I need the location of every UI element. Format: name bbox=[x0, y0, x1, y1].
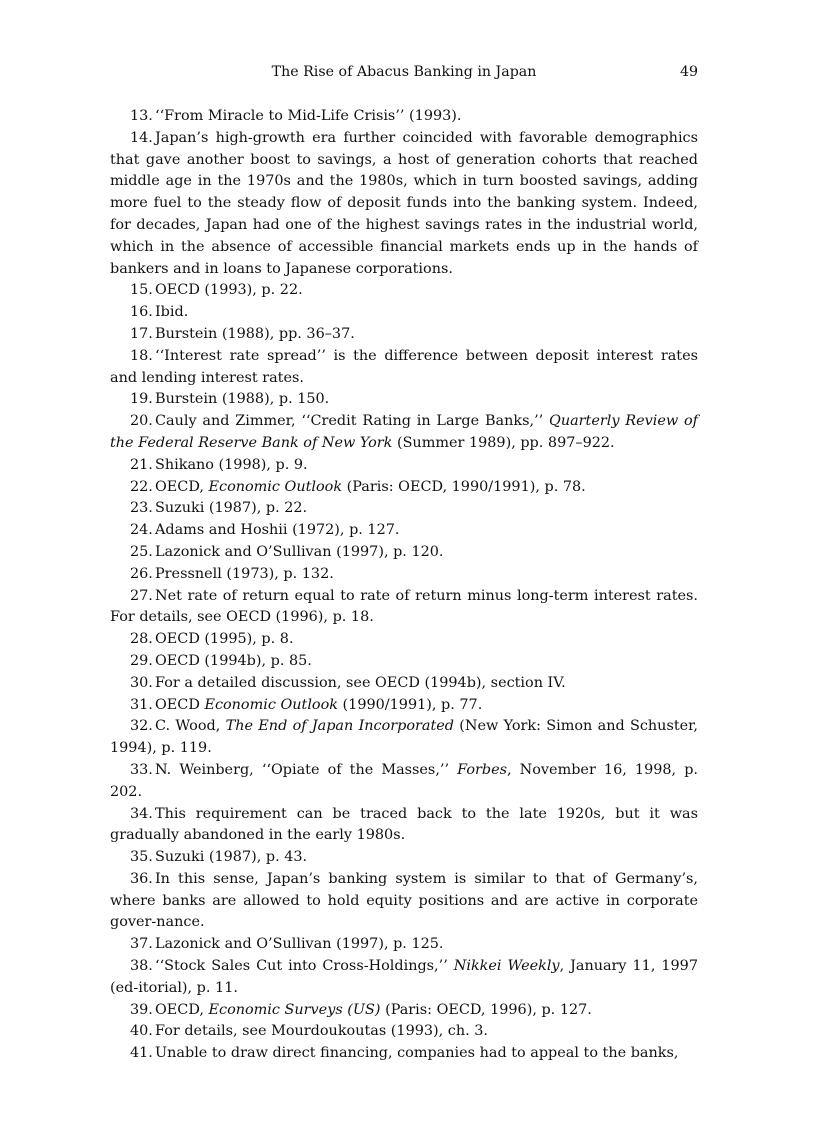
endnote bbox=[110, 934, 698, 956]
endnote-number: 26. bbox=[130, 565, 153, 582]
endnote-number: 28. bbox=[130, 631, 153, 648]
endnote bbox=[110, 280, 698, 302]
endnote-text: (New York: Simon and Schuster, 1994), p. 119. bbox=[110, 718, 698, 757]
endnote-text: For a detailed discussion, see OECD (1994b), section IV. bbox=[155, 674, 566, 691]
endnote-text: N. Weinberg, ‘‘Opiate of the Masses,’’ bbox=[155, 761, 458, 778]
endnote-number: 25. bbox=[130, 543, 153, 560]
endnote-number: 34. bbox=[130, 805, 153, 822]
endnote bbox=[110, 956, 698, 1000]
endnote bbox=[110, 695, 698, 717]
endnote-italic-title: Economic Outlook bbox=[204, 696, 338, 713]
endnote-text: Burstein (1988), p. 150. bbox=[155, 391, 330, 408]
endnote-italic-title: Nikkei Weekly bbox=[453, 958, 560, 975]
endnote-text: Lazonick and O’Sullivan (1997), p. 120. bbox=[155, 543, 444, 560]
endnote bbox=[110, 477, 698, 499]
endnote-text: Japan’s high-growth era further coincided with favorable demographics that gave another boost to savings, a host of generation cohorts that reached middle age in the 1970s and the 1980s, which in turn boosted savings, adding more fuel to the steady flow of deposit funds into the banking system. Indeed, for decades, Japan had one of the highest savings rates in the industrial world, which in the absence of accessible financial markets ends up in the hands of bankers and in loans to Japanese corporations. bbox=[110, 129, 698, 277]
endnote-italic-title: Economic Surveys (US) bbox=[208, 1001, 381, 1018]
endnote-number: 40. bbox=[130, 1023, 153, 1040]
endnote-text: OECD (1995), p. 8. bbox=[155, 631, 294, 648]
endnote bbox=[110, 302, 698, 324]
endnote-text: (Paris: OECD, 1990/1991), p. 78. bbox=[342, 478, 586, 495]
endnote-number: 23. bbox=[130, 500, 153, 517]
endnote bbox=[110, 455, 698, 477]
running-title: The Rise of Abacus Banking in Japan bbox=[271, 64, 537, 80]
endnote bbox=[110, 564, 698, 586]
endnote-number: 27. bbox=[130, 587, 153, 604]
endnote bbox=[110, 673, 698, 695]
endnote bbox=[110, 847, 698, 869]
endnote-text: OECD, bbox=[155, 478, 209, 495]
endnote-text: , November 16, 1998, p. 202. bbox=[110, 761, 698, 800]
endnote-italic-title: Economic Outlook bbox=[208, 478, 343, 495]
endnote-number: 37. bbox=[130, 936, 153, 953]
endnote-number: 18. bbox=[130, 347, 153, 364]
endnote-italic-title: Forbes bbox=[457, 761, 507, 778]
endnote-text: ‘‘Stock Sales Cut into Cross-Holdings,’’ bbox=[155, 958, 454, 975]
endnote-text: Unable to draw direct financing, companies had to appeal to the banks, bbox=[155, 1045, 679, 1062]
endnote bbox=[110, 804, 698, 848]
endnote-number: 35. bbox=[130, 849, 153, 866]
endnote-text: (1990/1991), p. 77. bbox=[337, 696, 483, 713]
endnote-text: OECD, bbox=[155, 1001, 209, 1018]
endnote-text: Net rate of return equal to rate of return minus long-term interest rates. For details, see OECD (1996), p. 18. bbox=[110, 587, 698, 626]
endnote-number: 33. bbox=[130, 761, 153, 778]
endnote bbox=[110, 106, 698, 128]
endnote-number: 36. bbox=[130, 870, 153, 887]
page-number: 49 bbox=[679, 64, 698, 80]
endnote-text: (Paris: OECD, 1996), p. 127. bbox=[380, 1001, 592, 1018]
endnote-text: C. Wood, bbox=[155, 718, 226, 735]
endnote-text: In this sense, Japan’s banking system is similar to that of Germany’s, where banks are allowed to hold equity positions and are active in corporate gover-nance. bbox=[110, 870, 698, 931]
endnote-number: 41. bbox=[130, 1045, 153, 1062]
endnote bbox=[110, 629, 698, 651]
endnote-text: Burstein (1988), pp. 36–37. bbox=[155, 325, 355, 342]
endnote bbox=[110, 586, 698, 630]
endnote-number: 16. bbox=[130, 304, 153, 321]
endnote-number: 15. bbox=[130, 282, 153, 299]
endnote bbox=[110, 651, 698, 673]
endnote-text: This requirement can be traced back to the late 1920s, but it was gradually abandoned in the early 1980s. bbox=[110, 805, 698, 844]
running-header bbox=[110, 64, 698, 86]
endnote bbox=[110, 411, 698, 455]
endnote bbox=[110, 542, 698, 564]
endnote-number: 19. bbox=[130, 391, 153, 408]
endnote-number: 30. bbox=[130, 674, 153, 691]
endnote-text: OECD (1994b), p. 85. bbox=[155, 652, 312, 669]
endnote-number: 13. bbox=[130, 108, 153, 124]
endnote bbox=[110, 128, 698, 281]
endnote-italic-title: Quarterly Review of the Federal Reserve Bank of New York bbox=[110, 413, 698, 451]
endnote-text: Pressnell (1973), p. 132. bbox=[155, 565, 334, 582]
endnote-text: Suzuki (1987), p. 43. bbox=[155, 849, 308, 866]
endnote-text: Suzuki (1987), p. 22. bbox=[155, 500, 308, 517]
endnote-text: OECD (1993), p. 22. bbox=[155, 282, 303, 299]
endnote bbox=[110, 389, 698, 411]
endnote bbox=[110, 324, 698, 346]
endnote-number: 21. bbox=[130, 456, 153, 473]
endnote bbox=[110, 498, 698, 520]
endnote-number: 29. bbox=[130, 652, 153, 669]
endnote bbox=[110, 869, 698, 934]
endnote-text: ‘‘Interest rate spread’’ is the difference between deposit interest rates and lending interest rates. bbox=[110, 347, 698, 386]
endnote-text: , January 11, 1997 (ed-itorial), p. 11. bbox=[110, 958, 698, 996]
endnote-text: OECD bbox=[155, 696, 205, 713]
endnote bbox=[110, 520, 698, 542]
endnote bbox=[110, 346, 698, 390]
endnote-number: 24. bbox=[130, 522, 153, 539]
endnote-text: ‘‘From Miracle to Mid-Life Crisis’’ (1993). bbox=[155, 108, 462, 124]
endnote-text: Cauly and Zimmer, ‘‘Credit Rating in Large Banks,’’ bbox=[155, 413, 550, 430]
endnote-text: (Summer 1989), pp. 897–922. bbox=[392, 434, 615, 451]
endnote-text: Adams and Hoshii (1972), p. 127. bbox=[155, 522, 400, 539]
endnote-text: Lazonick and O’Sullivan (1997), p. 125. bbox=[155, 936, 444, 953]
endnote-italic-title: The End of Japan Incorporated bbox=[225, 718, 454, 735]
endnote-number: 32. bbox=[130, 718, 153, 735]
endnote-number: 14. bbox=[130, 129, 153, 146]
endnote-text: Ibid. bbox=[155, 304, 189, 321]
endnote-number: 22. bbox=[130, 478, 153, 495]
endnote-number: 20. bbox=[130, 413, 153, 430]
endnote-number: 17. bbox=[130, 325, 153, 342]
endnote-number: 39. bbox=[130, 1001, 153, 1018]
endnote-text: Shikano (1998), p. 9. bbox=[155, 456, 308, 473]
endnote-text: For details, see Mourdoukoutas (1993), ch. 3. bbox=[155, 1023, 489, 1040]
endnote-number: 31. bbox=[130, 696, 153, 713]
endnote bbox=[110, 1043, 698, 1065]
endnotes-list bbox=[110, 106, 698, 1065]
endnote-number: 38. bbox=[130, 958, 153, 975]
endnote bbox=[110, 716, 698, 760]
endnote bbox=[110, 1021, 698, 1043]
endnote bbox=[110, 1000, 698, 1022]
endnote bbox=[110, 760, 698, 804]
